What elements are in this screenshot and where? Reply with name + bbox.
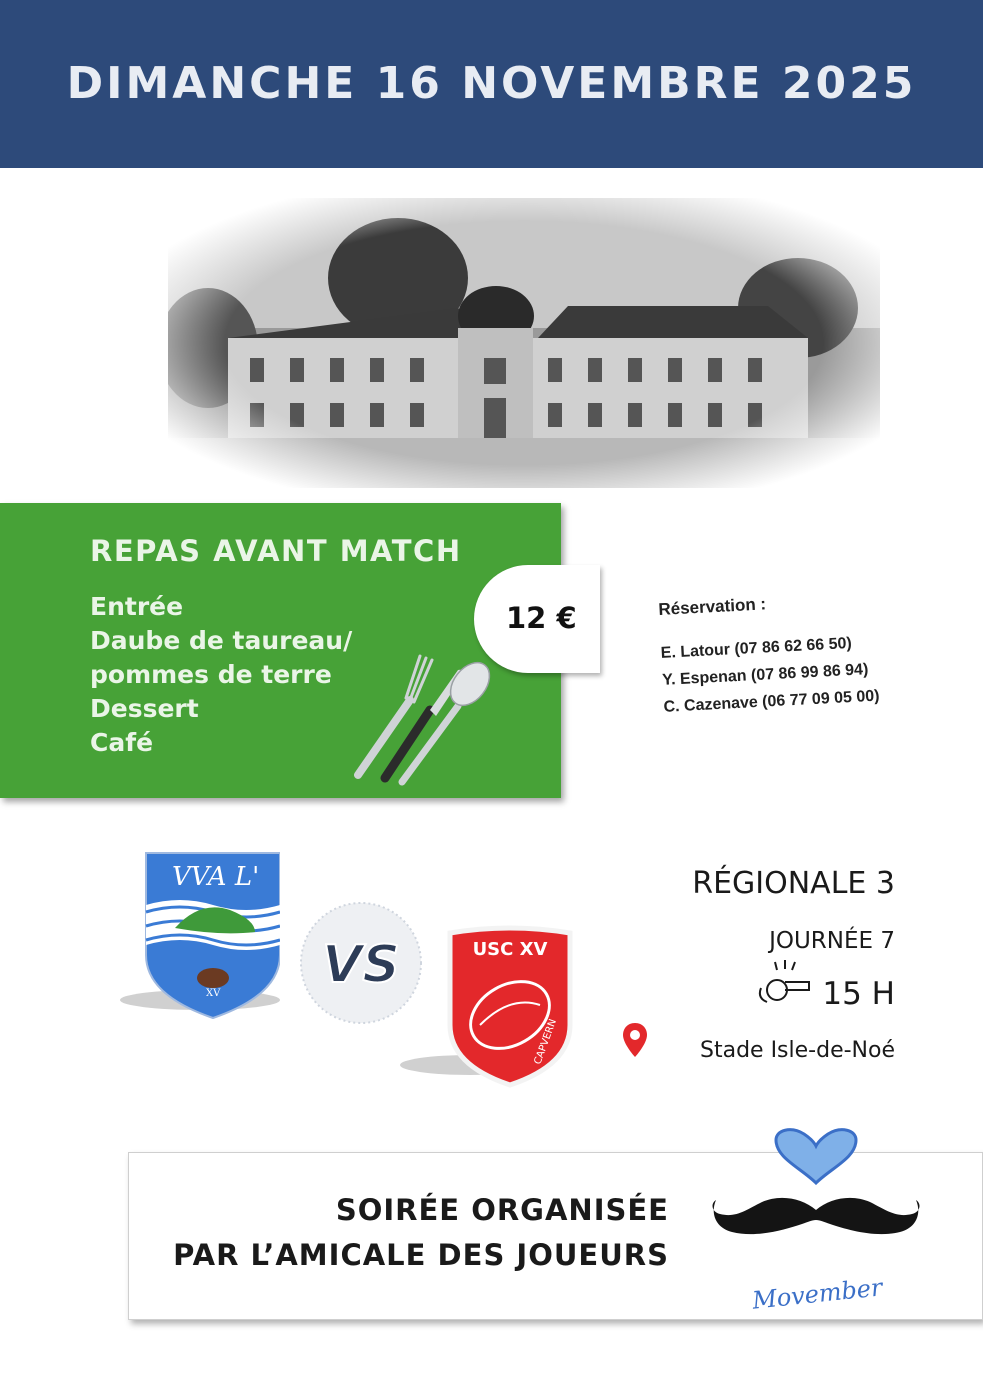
home-team-logo xyxy=(80,850,280,1020)
venue-label: Stade Isle-de-Noé xyxy=(700,1038,895,1063)
menu-item: Café xyxy=(90,728,154,757)
chateau-photo xyxy=(168,198,880,488)
round-label: JOURNÉE 7 xyxy=(769,928,895,954)
event-date: DIMANCHE 16 NOVEMBRE 2025 xyxy=(66,58,917,109)
menu-list xyxy=(90,590,352,760)
reservation-label: Réservation : xyxy=(658,594,767,619)
whistle-icon xyxy=(755,958,813,1006)
organizer-line-1: SOIRÉE ORGANISÉE xyxy=(335,1193,669,1227)
reservation-contact: E. Latour (07 86 62 66 50) xyxy=(660,634,853,662)
menu-item: Dessert xyxy=(90,694,199,723)
organizer-line-2: PAR L’AMICALE DES JOUEURS xyxy=(173,1238,669,1272)
away-logo-text: USC XV xyxy=(472,939,548,960)
menu-item: pommes de terre xyxy=(90,660,332,689)
cutlery-icon xyxy=(340,650,500,790)
meal-price: 12 € xyxy=(506,601,577,635)
vs-text: VS xyxy=(322,935,400,995)
kickoff-time: 15 H xyxy=(822,976,895,1012)
reservation-block xyxy=(658,589,880,721)
division-label: RÉGIONALE 3 xyxy=(692,866,895,901)
reservation-contact: C. Cazenave (06 77 09 05 00) xyxy=(663,687,880,716)
meal-title: REPAS AVANT MATCH xyxy=(90,534,462,568)
movember-badge-text: Movember xyxy=(750,1273,884,1315)
away-team-logo xyxy=(400,925,600,1090)
menu-item: Entrée xyxy=(90,592,184,621)
home-logo-sub: XV xyxy=(206,988,221,999)
menu-item: Daube de taureau/ xyxy=(90,626,353,655)
reservation-contact: Y. Espenan (07 86 99 86 94) xyxy=(661,661,869,689)
home-logo-text: VVA L' xyxy=(172,862,260,892)
location-pin-icon xyxy=(622,1022,648,1058)
away-logo-sub: CAPVERN xyxy=(532,1017,560,1067)
